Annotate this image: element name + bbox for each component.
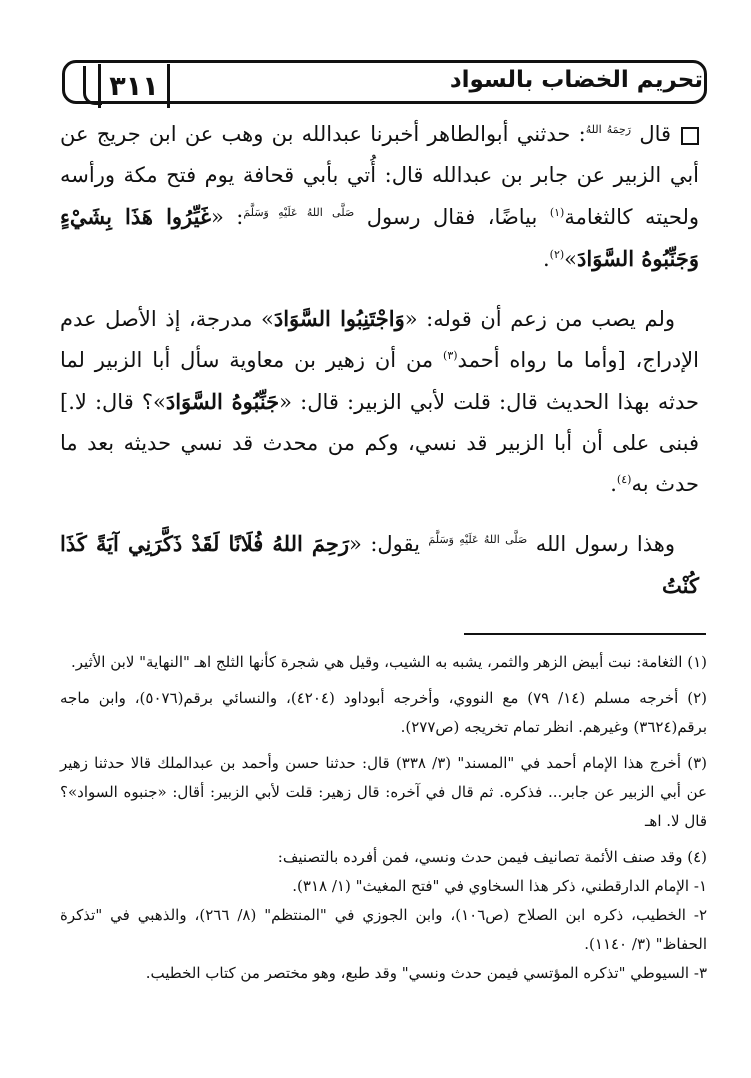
footnotes xyxy=(60,648,707,988)
salla-honorific-2: صَلَّى اللهُ عَلَيْهِ وَسَلَّمَ xyxy=(428,533,528,546)
paragraph-2: ولم يصب من زعم أن قوله: «وَاجْتَنِبُوا السَّوَادَ» مدرجة، إذ الأصل عدم الإدراج، [وأما ما رواه أحمد$^{(٣)}$ من أن زهير بن معاوية سأل أبا الزبير لما حدثه بهذا الحديث قال: قلت لأبي الزبير: قال: «جَنِّبُوهُ السَّوَادَ»؟ قال: لا.] فبنى على أن أبا الزبير قد نسي، وكم من محدث قد نسي حديثه بعد ما حدث به$^{(٤)}$. xyxy=(60,306,699,496)
hadith-quote-2: وَاجْتَنِبُوا السَّوَادَ xyxy=(273,306,405,331)
footnote-ref-2: (٢) xyxy=(549,248,565,261)
paragraph-3: وهذا رسول الله $^{صَلَّى اللهُ عَلَيْهِ وَسَلَّمَ}$ يقول: «رَحِمَ اللهُ فُلَانًا لَقَدْ ذَكَّرَنِي آيَةً كَذَا كُنْتُ xyxy=(60,531,699,598)
hadith-quote-3: جَنِّبُوهُ السَّوَادَ xyxy=(165,389,280,414)
hadith-quote-1: غَيِّرُوا هَذَا بِشَيْءٍ وَجَنِّبُوهُ السَّوَادَ xyxy=(60,204,699,271)
page-number: ٣١١ xyxy=(98,64,170,108)
footnote-1: (١) الثغامة: نبت أبيض الزهر والثمر، يشبه به الشيب، وقيل هي شجرة كأنها الثلج اهـ "النهاية" لابن الأثير. xyxy=(71,653,707,671)
running-title: تحريم الخضاب بالسواد xyxy=(449,67,703,93)
footnote-4-item-3: ٣- السيوطي "تذكره المؤتسي فيمن حدث ونسي" وقد طبع، وهو مختصر من كتاب الخطيب. xyxy=(145,964,707,982)
paragraph-1: قال $^{رَحِمَهُ اللهُ}$: حدثني أبوالطاهر أخبرنا عبدالله بن وهب عن ابن جريج عن أبي الزبير عن جابر بن عبدالله قال: أُتي بأبي قحافة يوم فتح مكة ورأسه ولحيته كالثغامة$^{(١)}$ بياضًا، فقال رسول $^{صَلَّى اللهُ عَلَيْهِ وَسَلَّمَ}$: «غَيِّرُوا هَذَا بِشَيْءٍ وَجَنِّبُوهُ السَّوَادَ»$^{(٢)}$. xyxy=(60,122,699,271)
footnote-4-item-2: ٢- الخطيب، ذكره ابن الصلاح (ص١٠٦)، وابن الجوزي في "المنتظم" (٨/ ٢٦٦)، والذهبي في "تذكرة الحفاظ" (٣/ ١١٤٠). xyxy=(60,906,708,953)
footnote-ref-1: (١) xyxy=(549,206,565,219)
footnote-4-item-1: ١- الإمام الدارقطني، ذكر هذا السخاوي في "فتح المغيث" (١/ ٣١٨). xyxy=(292,877,707,895)
footnote-ref-4: (٤) xyxy=(616,473,632,486)
rahimahullah-honorific: رَحِمَهُ اللهُ xyxy=(585,123,632,136)
square-bullet-icon xyxy=(681,127,699,145)
footnote-ref-3: (٣) xyxy=(443,349,458,362)
footnote-2: (٢) أخرجه مسلم (١٤/ ٧٩) مع النووي، وأخرجه أبوداود (٤٢٠٤)، والنسائي برقم(٥٠٧٦)، وابن ماجه برقم(٣٦٢٤) وغيرهم. انظر تمام تخريجه (ص٢٧٧). xyxy=(60,689,708,736)
footnote-4: (٤) وقد صنف الأئمة تصانيف فيمن حدث ونسي، فمن أفرده بالتصنيف: xyxy=(277,848,707,866)
salla-honorific: صَلَّى اللهُ عَلَيْهِ وَسَلَّمَ xyxy=(243,206,355,219)
main-text xyxy=(60,114,699,625)
hadith-quote-4: رَحِمَ اللهُ فُلَانًا لَقَدْ ذَكَّرَنِي آيَةً كَذَا كُنْتُ xyxy=(60,531,699,598)
footnote-divider xyxy=(464,633,706,635)
footnote-3: (٣) أخرج هذا الإمام أحمد في "المسند" (٣/ ٣٣٨) قال: حدثنا حسن وأحمد بن عبدالملك قالا حدثنا زهير عن أبي الزبير عن جابر... فذكره. ثم قال في آخره: قال زهير: قلت لأبي الزبير: أقال: «جنبوه السواد»؟ قال لا. اهـ xyxy=(60,754,707,830)
